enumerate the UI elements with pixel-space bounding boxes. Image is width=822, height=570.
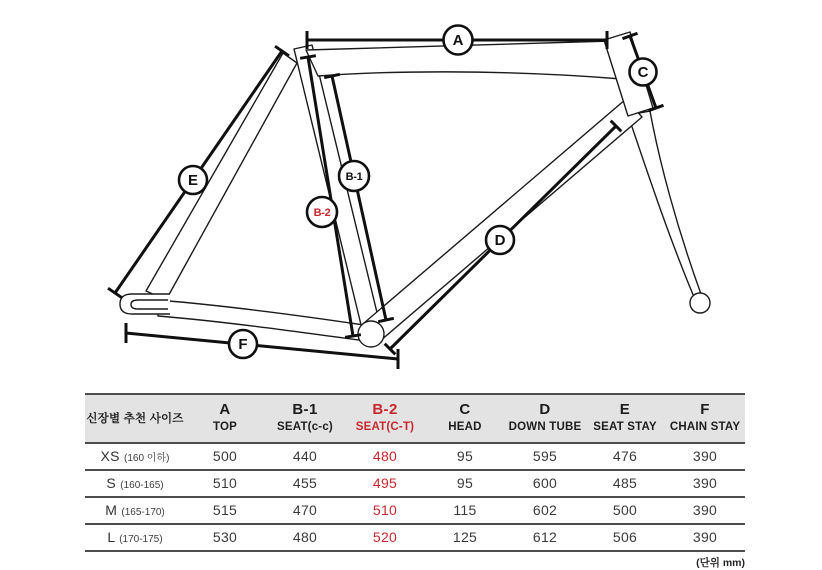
size-column-header: 신장별 추천 사이즈 — [85, 394, 185, 443]
measure-d — [385, 121, 622, 355]
cell-value: 470 — [265, 497, 345, 524]
cell-value: 390 — [665, 497, 745, 524]
seat-tube — [294, 45, 381, 333]
measure-e — [108, 46, 289, 298]
column-header-a: A TOP — [185, 394, 265, 443]
fork — [628, 111, 701, 297]
cell-value: 500 — [185, 443, 265, 470]
label-a: A — [452, 32, 464, 50]
rear-dropout-slot — [131, 300, 168, 309]
table-row-s — [85, 470, 745, 497]
table-row-m — [85, 497, 745, 524]
cell-value: 390 — [665, 470, 745, 497]
cell-value: 595 — [505, 443, 585, 470]
down-tube — [364, 99, 642, 341]
label-b2: B-2 — [313, 207, 331, 219]
cell-value: 485 — [585, 470, 665, 497]
geometry-table-wrap — [85, 393, 745, 552]
chain-stay — [158, 300, 366, 341]
bottom-bracket — [358, 321, 384, 347]
label-e: E — [187, 172, 199, 190]
column-header-f: F CHAIN STAY — [665, 394, 745, 443]
cell-value: 520 — [345, 524, 425, 551]
geometry-table — [85, 393, 745, 552]
column-header-e: E SEAT STAY — [585, 394, 665, 443]
cell-value: 500 — [585, 497, 665, 524]
cell-value: 515 — [185, 497, 265, 524]
column-header-c: C HEAD — [425, 394, 505, 443]
cell-value: 95 — [425, 443, 505, 470]
cell-value: 530 — [185, 524, 265, 551]
size-label: L (170-175) — [85, 524, 185, 551]
label-c: C — [637, 64, 649, 82]
column-header-d: D DOWN TUBE — [505, 394, 585, 443]
label-b1: B-1 — [345, 171, 363, 183]
cell-value: 440 — [265, 443, 345, 470]
size-label: S (160-165) — [85, 470, 185, 497]
cell-value: 602 — [505, 497, 585, 524]
size-label: M (165-170) — [85, 497, 185, 524]
label-f: F — [238, 336, 248, 354]
cell-value: 455 — [265, 470, 345, 497]
column-header-b2: B-2 SEAT(C-T) — [345, 394, 425, 443]
cell-value: 390 — [665, 524, 745, 551]
column-header-b1: B-1 SEAT(c-c) — [265, 394, 345, 443]
front-dropout — [690, 293, 710, 313]
cell-value: 506 — [585, 524, 665, 551]
cell-value: 476 — [585, 443, 665, 470]
cell-value: 510 — [185, 470, 265, 497]
table-header-row — [85, 394, 745, 443]
seat-stay — [146, 53, 297, 300]
cell-value: 480 — [345, 443, 425, 470]
cell-value: 125 — [425, 524, 505, 551]
cell-value: 510 — [345, 497, 425, 524]
label-d: D — [494, 232, 506, 250]
cell-value: 115 — [425, 497, 505, 524]
cell-value: 95 — [425, 470, 505, 497]
cell-value: 612 — [505, 524, 585, 551]
unit-note: (단위 mm) — [696, 556, 745, 569]
table-row-l — [85, 524, 745, 551]
cell-value: 390 — [665, 443, 745, 470]
cell-value: 495 — [345, 470, 425, 497]
cell-value: 600 — [505, 470, 585, 497]
table-row-xs — [85, 443, 745, 470]
cell-value: 480 — [265, 524, 345, 551]
size-label: XS (160 이하) — [85, 443, 185, 470]
